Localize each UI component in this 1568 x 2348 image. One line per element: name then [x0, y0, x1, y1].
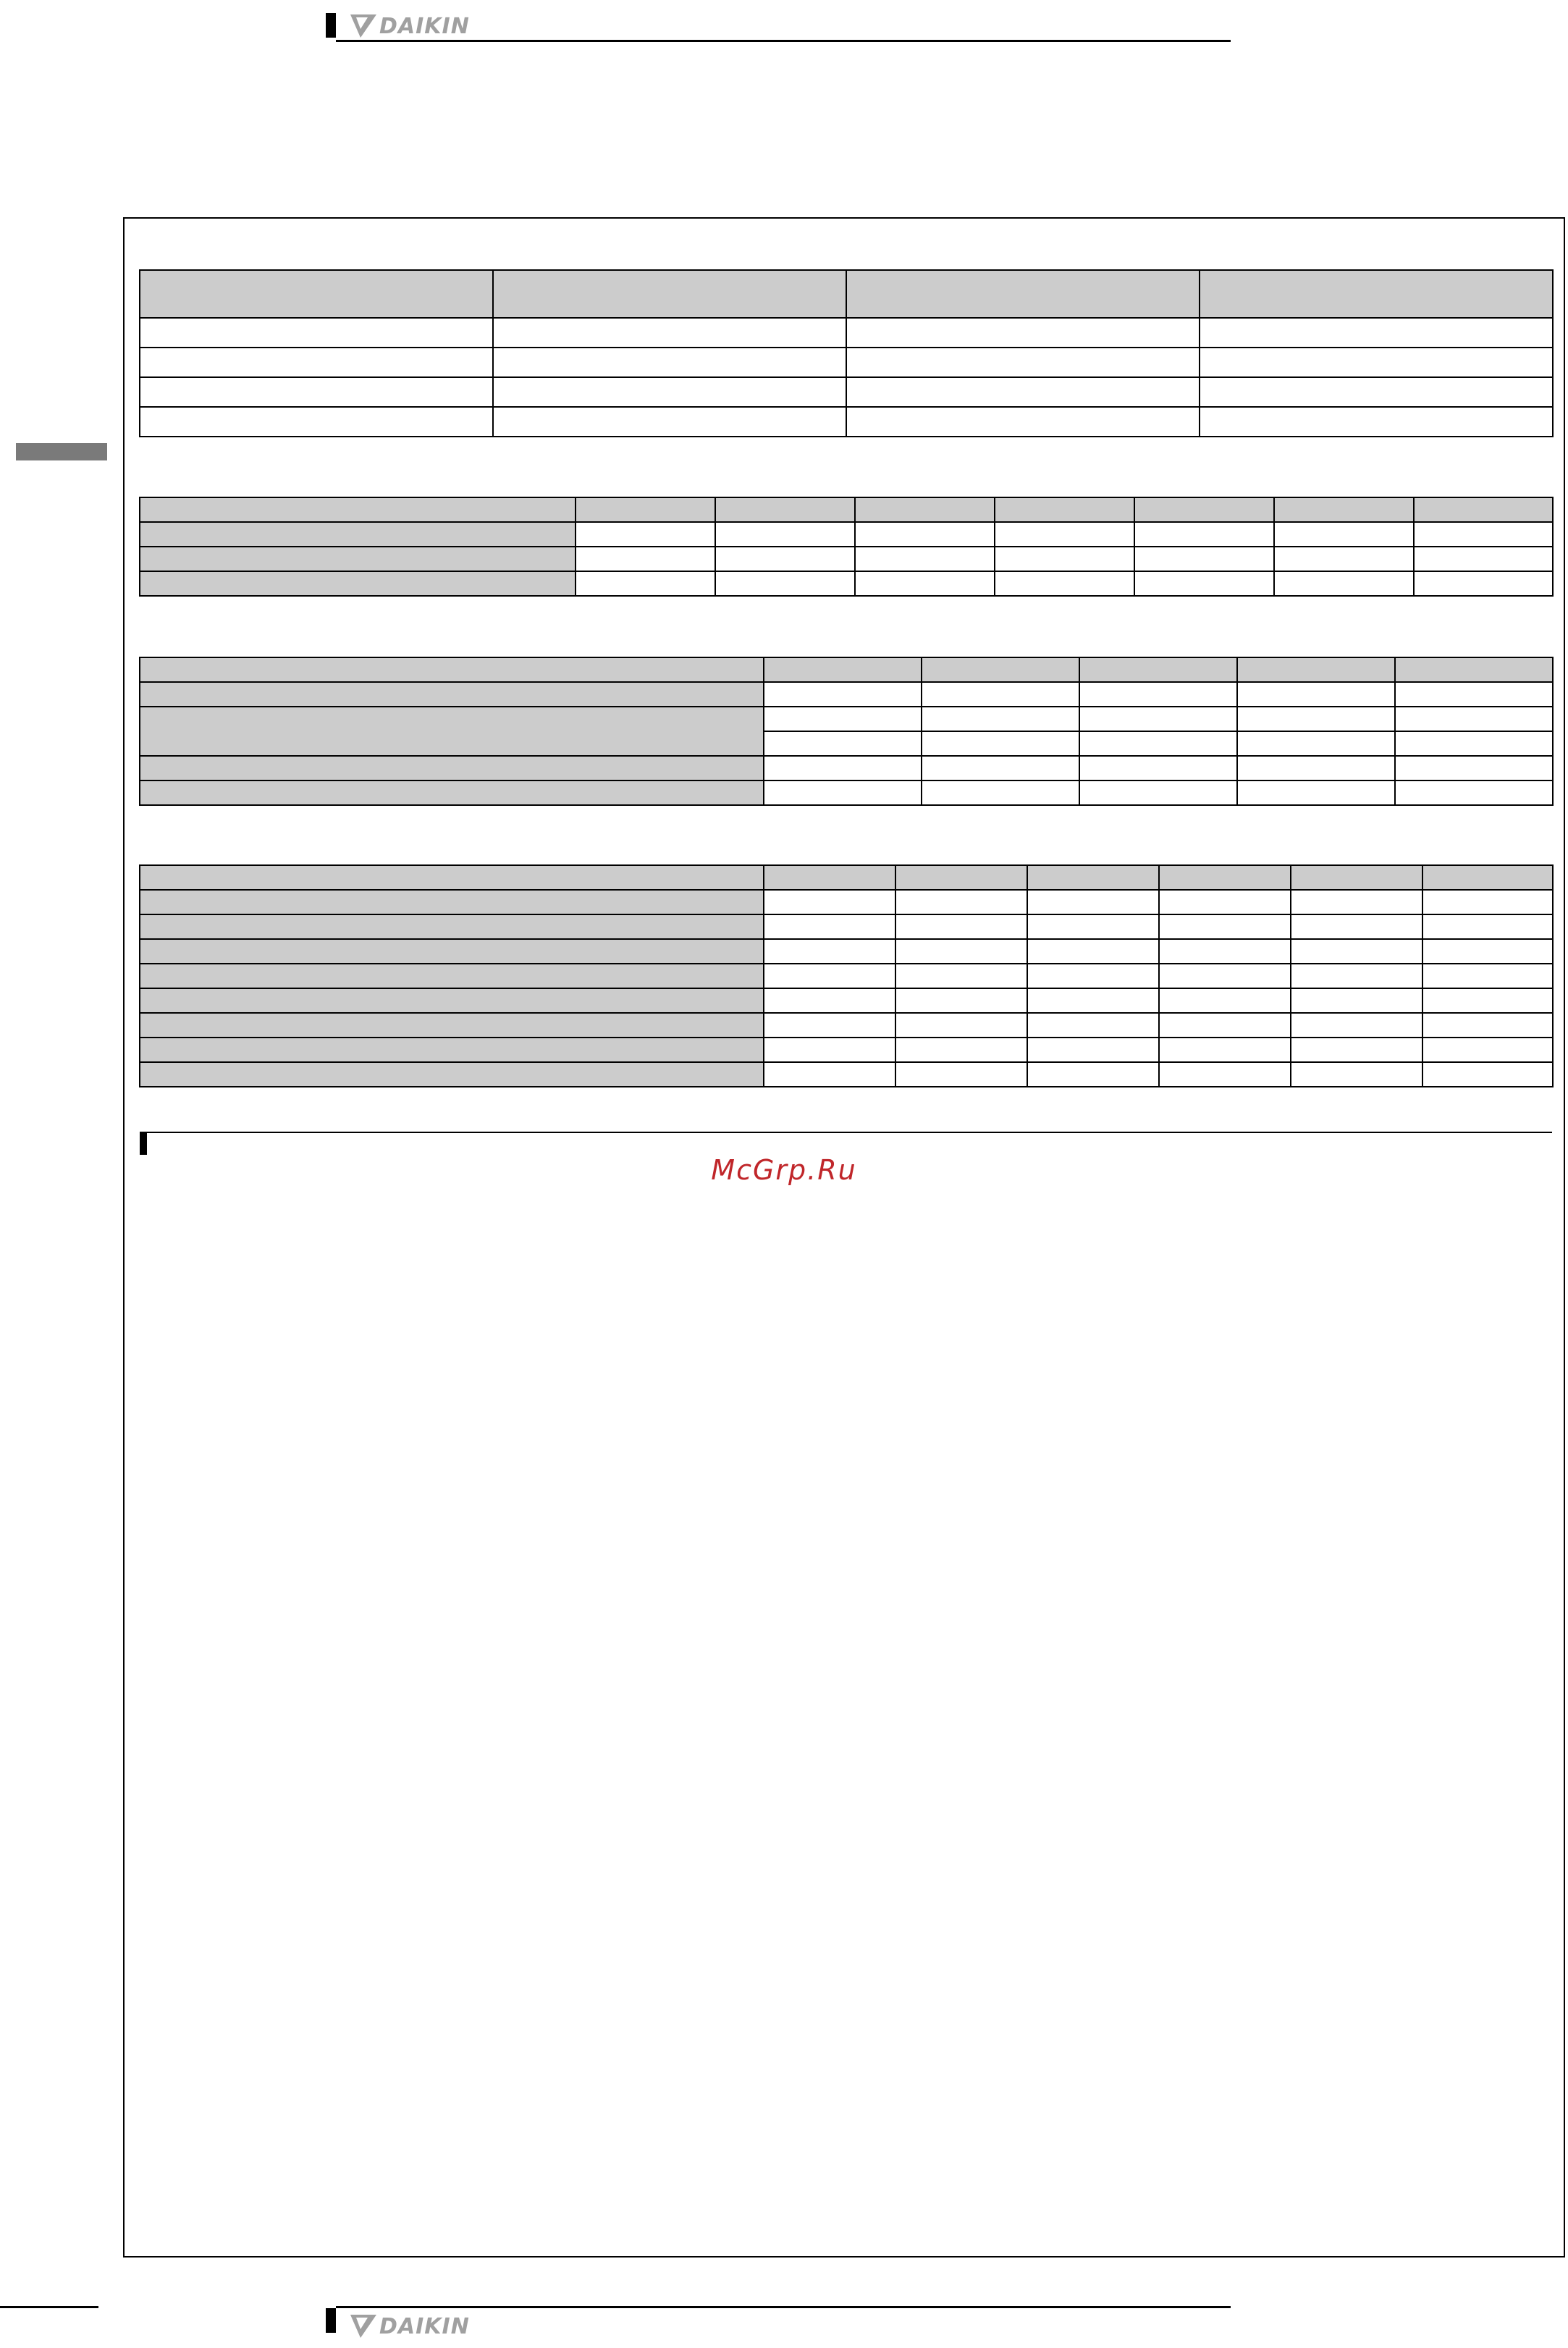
table-header-row: [140, 657, 1553, 682]
table-row: [140, 1062, 1553, 1087]
footer-left-rule: [0, 2306, 98, 2308]
spec-table-3: [139, 657, 1554, 806]
footer-rule: [336, 2306, 1231, 2308]
table-row: [140, 682, 1553, 707]
table-row: [140, 780, 1553, 805]
header-rule: [336, 40, 1231, 42]
table-row: [140, 348, 1553, 377]
footer-brand-text: DAIKIN: [379, 2313, 470, 2339]
table-row: [140, 890, 1553, 914]
table-row: [140, 964, 1553, 988]
table-row: [140, 522, 1553, 547]
table-row: [140, 318, 1553, 348]
table-row: [140, 914, 1553, 939]
table-row: [140, 1013, 1553, 1038]
daikin-logo: [350, 12, 470, 41]
spec-table-1: [139, 269, 1554, 437]
table-row: [140, 1038, 1553, 1062]
table-row: [140, 988, 1553, 1013]
section-marker: [140, 1132, 147, 1155]
section-divider: [140, 1132, 1552, 1133]
table-header-row: [140, 270, 1553, 318]
table-row: [140, 756, 1553, 780]
table-row: [140, 571, 1553, 596]
spec-table-2: [139, 497, 1554, 597]
daikin-logo-footer: [350, 2312, 470, 2341]
spec-table-4: [139, 864, 1554, 1087]
header-brand-text: DAIKIN: [379, 13, 470, 39]
page-header: [326, 13, 1231, 45]
table-row: [140, 377, 1553, 407]
page-footer: [326, 2306, 1231, 2338]
table-header-row: [140, 865, 1553, 890]
watermark-text: McGrp.Ru: [711, 1154, 857, 1186]
daikin-triangle-icon: [350, 2315, 376, 2338]
table-header-row: [140, 497, 1553, 522]
table-row: [140, 939, 1553, 964]
table-row: [140, 547, 1553, 571]
daikin-triangle-icon: [350, 14, 376, 38]
footer-marker: [326, 2308, 336, 2333]
chapter-tab: [16, 443, 107, 460]
header-marker: [326, 13, 336, 38]
table-row: [140, 707, 1553, 731]
table-row: [140, 407, 1553, 437]
